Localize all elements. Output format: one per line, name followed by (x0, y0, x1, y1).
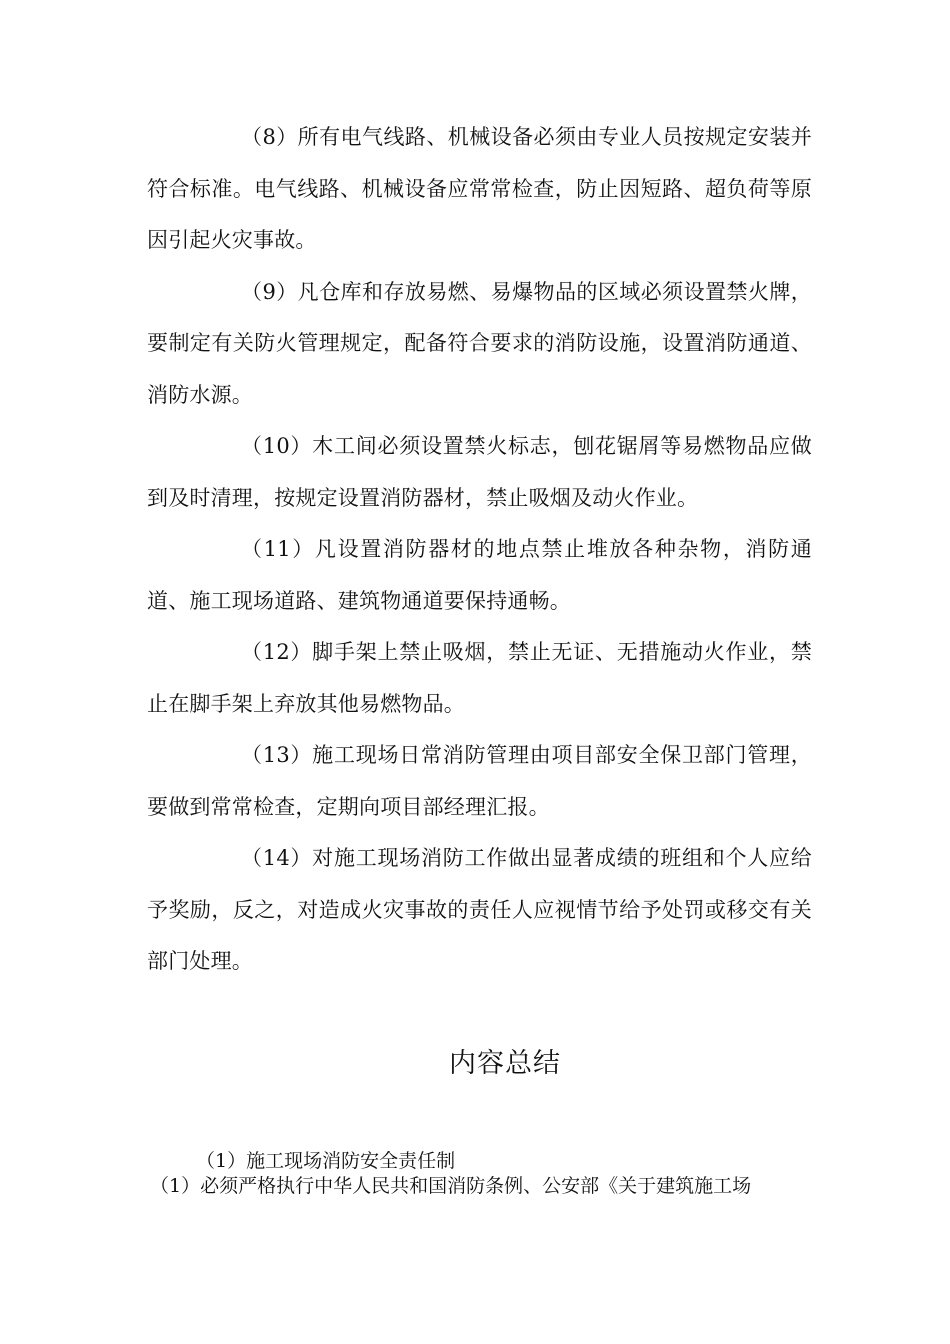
paragraph-12: （12）脚手架上禁止吸烟，禁止无证、无措施动火作业，禁止在脚手架上弃放其他易燃物品。 (147, 640, 812, 716)
paragraph-13: （13）施工现场日常消防管理由项目部安全保卫部门管理，要做到常常检查，定期向项目部经理汇报。 (147, 743, 812, 819)
body-text (147, 112, 812, 988)
summary-title: 内容总结 (449, 1048, 561, 1079)
paragraph-14: （14）对施工现场消防工作做出显著成绩的班组和个人应给予奖励，反之，对造成火灾事故的责任人应视情节给予处罚或移交有关部门处理。 (147, 846, 812, 973)
paragraph-9: （9）凡仓库和存放易燃、易爆物品的区域必须设置禁火牌，要制定有关防火管理规定，配备符合要求的消防设施，设置消防通道、消防水源。 (147, 279, 812, 407)
paragraph-8: （8）所有电气线路、机械设备必须由专业人员按规定安装并符合标准。电气线路、机械设备应常常检查，防止因短路、超负荷等原因引起火灾事故。 (147, 125, 812, 252)
summary-line-1: （1）施工现场消防安全责任制 (196, 1150, 456, 1172)
summary-line-2: （1）必须严格执行中华人民共和国消防条例、公安部《关于建筑施工场 (150, 1175, 752, 1197)
paragraph-11: （11）凡设置消防器材的地点禁止堆放各种杂物，消防通道、施工现场道路、建筑物通道要保持通畅。 (147, 537, 812, 613)
paragraph-10: （10）木工间必须设置禁火标志，刨花锯屑等易燃物品应做到及时清理，按规定设置消防器材，禁止吸烟及动火作业。 (147, 434, 812, 510)
